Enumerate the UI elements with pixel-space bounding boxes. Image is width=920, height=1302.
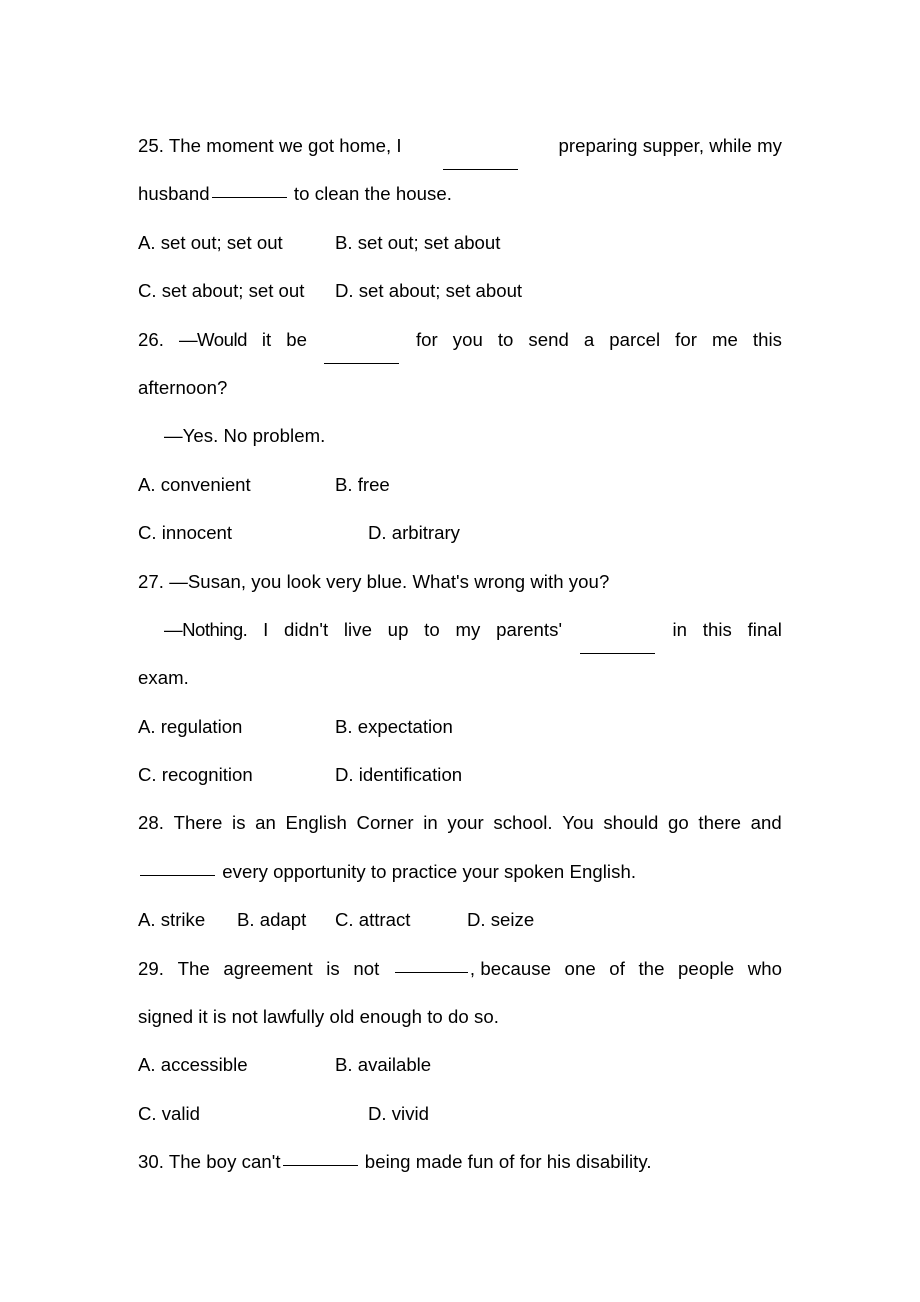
question-25-options-row-1 bbox=[138, 219, 782, 267]
q27-option-c[interactable]: C. recognition bbox=[138, 764, 253, 786]
question-29-stem-line-2: signed it is not lawfully old enough to do so. bbox=[138, 1006, 499, 1028]
q28-word-english: English bbox=[285, 812, 347, 834]
q28-word-school: school. bbox=[493, 812, 553, 834]
q28-number: 28. bbox=[138, 812, 164, 834]
q28-word-is: is bbox=[232, 812, 246, 834]
q28-option-a[interactable]: A. strike bbox=[138, 909, 206, 931]
q25-stem-text-left: 25. The moment we got home, I bbox=[138, 135, 402, 156]
q27-word-i: I bbox=[263, 618, 269, 640]
q26-word-to: to bbox=[497, 328, 514, 350]
q25-option-a[interactable]: A. set out; set out bbox=[138, 231, 283, 253]
question-27-reply-line-2: exam. bbox=[138, 667, 189, 689]
q28-word-go: go bbox=[668, 812, 689, 834]
q26-number: 26. bbox=[138, 328, 164, 350]
q27-option-b[interactable]: B. expectation bbox=[335, 715, 453, 737]
question-30-stem bbox=[138, 1138, 782, 1186]
q27-blank-1 bbox=[580, 606, 655, 654]
q25-blank-2 bbox=[212, 197, 287, 198]
q27-word-final: final bbox=[747, 618, 782, 640]
q26-word-would: —Would bbox=[178, 328, 247, 350]
q26-word-a: a bbox=[583, 328, 595, 350]
q30-stem-post: being made fun of for his disability. bbox=[364, 1151, 652, 1173]
q27-option-a[interactable]: A. regulation bbox=[138, 715, 243, 737]
q29-option-b[interactable]: B. available bbox=[335, 1054, 432, 1076]
q27-word-didnt: didn't bbox=[283, 618, 329, 640]
q29-word-not: not bbox=[353, 957, 380, 979]
q25-option-b[interactable]: B. set out; set about bbox=[335, 231, 501, 253]
q28-word-an: an bbox=[255, 812, 276, 834]
q28-option-b[interactable]: B. adapt bbox=[237, 909, 307, 931]
q30-blank-1 bbox=[283, 1165, 358, 1166]
q29-blank-group bbox=[393, 945, 551, 993]
q26-word-be: be bbox=[286, 328, 308, 350]
q25-option-d[interactable]: D. set about; set about bbox=[335, 280, 523, 302]
q25-option-c[interactable]: C. set about; set out bbox=[138, 280, 305, 302]
question-29-options-row-2 bbox=[138, 1090, 782, 1138]
q28-word-there-2: there bbox=[698, 812, 742, 834]
q27-option-d[interactable]: D. identification bbox=[335, 764, 463, 786]
question-25-stem-line-1 bbox=[138, 122, 782, 170]
q28-blank-1 bbox=[140, 875, 215, 876]
q27-word-live: live bbox=[343, 618, 372, 640]
worksheet-body bbox=[138, 122, 782, 1187]
q29-blank-1 bbox=[395, 972, 468, 973]
question-26-options-row-1 bbox=[138, 461, 782, 509]
q29-word-agreement: agreement bbox=[223, 957, 313, 979]
question-29-options-row-1 bbox=[138, 1041, 782, 1089]
q29-word-the-2: the bbox=[638, 957, 665, 979]
q28-word-in: in bbox=[423, 812, 438, 834]
q27-word-parents: parents' bbox=[496, 618, 563, 640]
q27-word-my: my bbox=[455, 618, 481, 640]
q26-option-c[interactable]: C. innocent bbox=[138, 522, 233, 544]
question-28-options-row bbox=[138, 896, 782, 944]
q28-word-your: your bbox=[447, 812, 484, 834]
q25-stem-line2-post: to clean the house. bbox=[293, 183, 453, 205]
q26-word-send: send bbox=[528, 328, 569, 350]
question-29-stem-line-1 bbox=[138, 945, 782, 993]
q28-word-you: You bbox=[562, 812, 594, 834]
question-28-stem-line-2 bbox=[138, 848, 782, 896]
q29-number: 29. bbox=[138, 957, 164, 979]
q26-word-for-2: for bbox=[675, 328, 698, 350]
question-27-options-row-2 bbox=[138, 751, 782, 799]
question-26-reply: —Yes. No problem. bbox=[164, 425, 326, 447]
q26-option-a[interactable]: A. convenient bbox=[138, 473, 251, 495]
q26-word-parcel: parcel bbox=[609, 328, 661, 350]
q29-word-people: people bbox=[678, 957, 735, 979]
q27-word-nothing: —Nothing. bbox=[164, 618, 248, 640]
question-27-stem-line-1: 27. —Susan, you look very blue. What's wrong with you? bbox=[138, 570, 610, 592]
q28-stem-line2-post: every opportunity to practice your spoken English. bbox=[222, 860, 637, 882]
q29-word-of: of bbox=[609, 957, 625, 979]
question-28-stem-line-1 bbox=[138, 799, 782, 847]
q29-word-the: The bbox=[177, 957, 210, 979]
q30-stem-pre: 30. The boy can't bbox=[138, 1151, 281, 1173]
q28-option-c[interactable]: C. attract bbox=[335, 909, 411, 931]
q28-word-should: should bbox=[603, 812, 659, 834]
q25-stem-line2-pre: husband bbox=[138, 183, 210, 205]
q29-comma-because: , because bbox=[469, 957, 551, 979]
q26-word-this: this bbox=[752, 328, 782, 350]
q27-word-in: in bbox=[672, 618, 688, 640]
question-26-stem-line-1 bbox=[138, 316, 782, 364]
q28-word-corner: Corner bbox=[356, 812, 414, 834]
q26-option-d[interactable]: D. arbitrary bbox=[368, 522, 460, 544]
q26-word-you: you bbox=[452, 328, 483, 350]
q28-word-there: There bbox=[173, 812, 223, 834]
q25-blank-1 bbox=[443, 122, 518, 170]
q29-option-a[interactable]: A. accessible bbox=[138, 1054, 248, 1076]
question-25-stem-line-2 bbox=[138, 170, 782, 218]
q27-word-this: this bbox=[702, 618, 732, 640]
q29-word-who: who bbox=[747, 957, 782, 979]
q26-option-b[interactable]: B. free bbox=[335, 473, 390, 495]
q29-word-one: one bbox=[564, 957, 596, 979]
q26-word-me: me bbox=[711, 328, 738, 350]
question-26-stem-line-2: afternoon? bbox=[138, 376, 228, 398]
question-26-options-row-2 bbox=[138, 509, 782, 557]
q26-blank-1 bbox=[324, 316, 399, 364]
question-27-reply-line-1 bbox=[138, 606, 782, 654]
q25-stem-text-right: preparing supper, while my bbox=[558, 135, 782, 156]
q29-option-c[interactable]: C. valid bbox=[138, 1102, 201, 1124]
question-27-options-row-1 bbox=[138, 703, 782, 751]
q27-word-up: up bbox=[387, 618, 409, 640]
q29-word-is: is bbox=[326, 957, 340, 979]
question-25-options-row-2 bbox=[138, 267, 782, 315]
q28-word-and: and bbox=[750, 812, 782, 834]
q27-word-to: to bbox=[424, 618, 440, 640]
q26-word-it: it bbox=[261, 328, 272, 350]
q26-word-for: for bbox=[415, 328, 438, 350]
q29-option-d[interactable]: D. vivid bbox=[368, 1102, 429, 1124]
q28-option-d[interactable]: D. seize bbox=[467, 909, 535, 931]
